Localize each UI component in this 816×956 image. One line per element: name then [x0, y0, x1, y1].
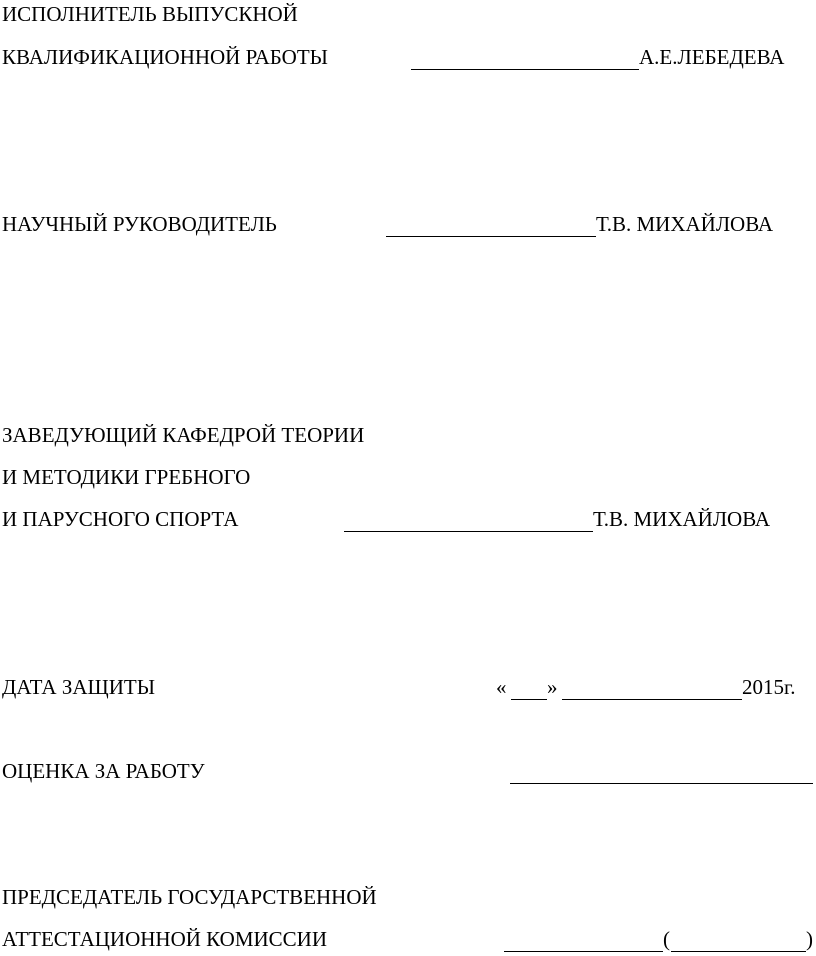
supervisor-label: НАУЧНЫЙ РУКОВОДИТЕЛЬ: [2, 212, 277, 236]
chair-open-paren: (: [663, 927, 670, 951]
executor-label-line2: КВАЛИФИКАЦИОННОЙ РАБОТЫ: [2, 45, 328, 69]
head-name: Т.В. МИХАЙЛОВА: [593, 507, 771, 531]
supervisor-name: Т.В. МИХАЙЛОВА: [596, 212, 774, 236]
grade-label: ОЦЕНКА ЗА РАБОТУ: [2, 759, 205, 783]
chair-label-line1: ПРЕДСЕДАТЕЛЬ ГОСУДАРСТВЕННОЙ: [2, 885, 377, 909]
head-label-line3: И ПАРУСНОГО СПОРТА: [2, 507, 239, 531]
head-signature-line: [344, 531, 593, 532]
chair-signature-line: [504, 951, 663, 952]
head-label-line1: ЗАВЕДУЮЩИЙ КАФЕДРОЙ ТЕОРИИ: [2, 423, 365, 447]
defense-date-label: ДАТА ЗАЩИТЫ: [2, 675, 156, 699]
defense-day-line: [511, 699, 547, 700]
grade-line: [510, 783, 813, 784]
defense-date-open-quote: «: [496, 675, 507, 699]
chair-label-line2: АТТЕСТАЦИОННОЙ КОМИССИИ: [2, 927, 327, 951]
defense-month-line: [562, 699, 742, 700]
executor-name: А.Е.ЛЕБЕДЕВА: [639, 45, 785, 69]
defense-date-close-quote: »: [547, 675, 558, 699]
executor-signature-line: [411, 69, 639, 70]
defense-date-year: 2015г.: [742, 675, 796, 699]
chair-close-paren: ): [806, 927, 813, 951]
executor-label-line1: ИСПОЛНИТЕЛЬ ВЫПУСКНОЙ: [2, 2, 298, 26]
head-label-line2: И МЕТОДИКИ ГРЕБНОГО: [2, 465, 251, 489]
chair-name-line: [671, 951, 806, 952]
supervisor-signature-line: [386, 236, 596, 237]
